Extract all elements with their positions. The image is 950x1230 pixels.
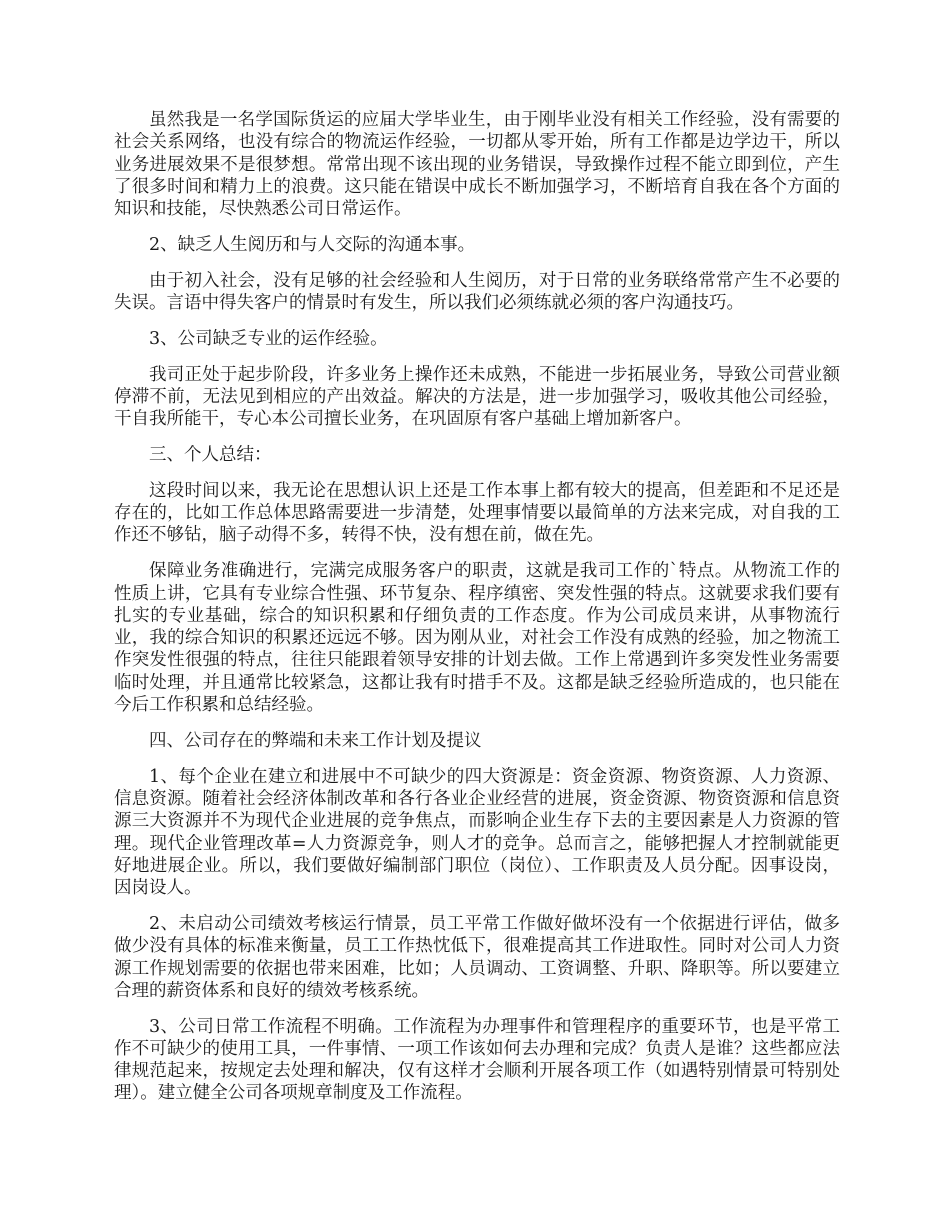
paragraph: 3、公司日常工作流程不明确。工作流程为办理事件和管理程序的重要环节，也是平常工作不可缺少的使用工具，一件事情、一项工作该如何去办理和完成？负责人是谁？这些都应法律规范起来，按规定去处理和解决，仅有这样才会顺利开展各项工作（如遇特别情景可特别处理）。建立健全公司各项规章制度及工作流程。 [114, 1016, 840, 1104]
paragraph: 由于初入社会，没有足够的社会经验和人生阅历，对于日常的业务联络常常产生不必要的失误。言语中得失客户的情景时有发生，所以我们必须练就必须的客户沟通技巧。 [114, 270, 840, 314]
paragraph: 虽然我是一名学国际货运的应届大学毕业生，由于刚毕业没有相关工作经验，没有需要的社会关系网络，也没有综合的物流运作经验，一切都从零开始，所有工作都是边学边干，所以业务进展效果不是很梦想。常常出现不该出现的业务错误，导致操作过程不能立即到位，产生了很多时间和精力上的浪费。这只能在错误中成长不断加强学习，不断培育自我在各个方面的知识和技能，尽快熟悉公司日常运作。 [114, 110, 840, 220]
section-heading: 3、公司缺乏专业的运作经验。 [149, 328, 388, 349]
paragraph: 这段时间以来，我无论在思想认识上还是工作本事上都有较大的提高，但差距和不足还是存在的，比如工作总体思路需要进一步清楚，处理事情要以最简单的方法来完成，对自我的工作还不够钻，脑子动得不多，转得不快，没有想在前，做在先。 [114, 480, 840, 546]
paragraph: 保障业务准确进行，完满完成服务客户的职责，这就是我司工作的`特点。从物流工作的性质上讲，它具有专业综合性强、环节复杂、程序缜密、突发性强的特点。这就要求我们要有扎实的专业基础，综合的知识积累和仔细负责的工作态度。作为公司成员来讲，从事物流行业，我的综合知识的积累还远远不够。因为刚从业，对社会工作没有成熟的经验，加之物流工作突发性很强的特点，往往只能跟着领导安排的计划去做。工作上常遇到许多突发性业务需要临时处理，并且通常比较紧急，这都让我有时措手不及。这都是缺乏经验所造成的，也只能在今后工作积累和总结经验。 [114, 561, 840, 716]
section-heading: 四、公司存在的弊端和未来工作计划及提议 [149, 730, 482, 751]
paragraph: 1、每个企业在建立和进展中不可缺少的四大资源是：资金资源、物资资源、人力资源、信息资源。随着社会经济体制改革和各行各业企业经营的进展，资金资源、物资资源和信息资源三大资源并不为现代企业进展的竞争焦点，而影响企业生存下去的主要因素是人力资源的管理。现代企业管理改革=人力资源竞争，则人才的竞争。总而言之，能够把握人才控制就能更好地进展企业。所以，我们要做好编制部门职位（岗位）、工作职责及人员分配。因事设岗，因岗设人。 [114, 766, 840, 899]
section-heading: 2、缺乏人生阅历和与人交际的沟通本事。 [149, 234, 476, 255]
paragraph: 我司正处于起步阶段，许多业务上操作还未成熟，不能进一步拓展业务，导致公司营业额停滞不前，无法见到相应的产出效益。解决的方法是，进一步加强学习，吸收其他公司经验，干自我所能干，专心本公司擅长业务，在巩固原有客户基础上增加新客户。 [114, 364, 840, 430]
document-body [114, 109, 840, 1118]
section-heading: 三、个人总结： [149, 445, 272, 466]
paragraph: 2、未启动公司绩效考核运行情景，员工平常工作做好做坏没有一个依据进行评估，做多做少没有具体的标准来衡量，员工工作热忱低下，很难提高其工作进取性。同时对公司人力资源工作规划需要的依据也带来困难，比如；人员调动、工资调整、升职、降职等。所以要建立合理的薪资体系和良好的绩效考核系统。 [114, 913, 840, 1001]
